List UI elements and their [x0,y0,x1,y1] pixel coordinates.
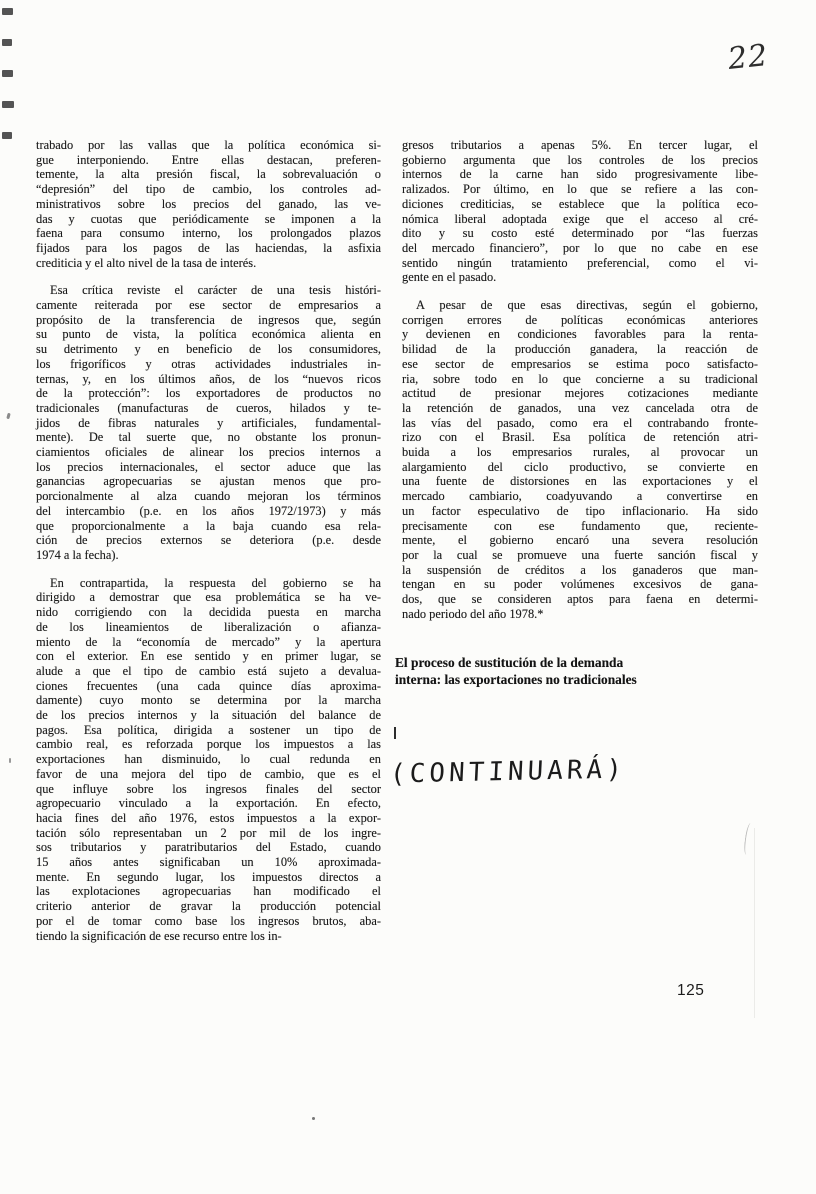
text-line: trabado por las vallas que la política económica si- [36,138,381,152]
text-line: por el de tomar como base los ingresos brutos, aba- [36,913,381,928]
text-line: ciamientos oficiales de alinear los precios internos a [36,445,381,460]
handwritten-page-number: 22 [726,37,770,78]
text-line: su punto de vista, la política económica alienta en [36,327,381,342]
text-line: tiendo la significación de ese recurso entre los in- [36,928,282,943]
text-line: los frigoríficos y otras actividades industriales in- [36,356,381,371]
text-line: crediticia y el alto nivel de la tasa de interés. [36,255,257,270]
text-line: criterio anterior de gravar la producción potencial [36,899,381,914]
scan-mark [2,132,12,139]
text-line: mente). De tal suerte que, no obstante los pronun- [36,430,381,445]
text-line: ministrativos sobre los precios del ganado, las ve- [36,196,381,211]
text-line: sentido ningún tratamiento preferencial, como el vi- [402,255,758,270]
text-line: dito y su costo esté determinado por “las fuerzas [402,226,758,241]
scan-mark [2,70,13,77]
text-line: las vías del pasado, como era el contrabando fronte- [402,415,758,430]
text-line: exportaciones han disminuido, lo cual redunda en [36,752,381,767]
text-line: ralizados. Por último, en lo que se refiere a las con- [402,182,758,197]
text-line: de la protección”: los exportadores de productos no [36,386,381,401]
text-line: En contrapartida, la respuesta del gobierno se ha [50,575,381,590]
text-line: ternas, y, en los últimos años, de los “nuevos ricos [36,371,381,386]
text-line: diciones crediticias, se establece que la política eco- [402,196,758,211]
text-line: sos tributarios y paratributarios del Estado, cuando [36,840,381,855]
text-line: bilidad de la producción ganadera, la reacción de [402,342,758,357]
paragraph [402,138,758,285]
text-line: mente, el gobierno encaró una severa resolución [402,533,758,548]
scan-mark [2,8,13,15]
text-line: del mercado financiero”, por lo que no cabe en ese [402,240,758,255]
text-line: nado periodo del año 1978.* [402,606,544,621]
text-line: mercado cambiario, coadyuvando a convertirse en [402,489,758,504]
text-line: su detrimento y en beneficio de los consumidores, [36,342,381,357]
text-line: alude a que el tipo de cambio está sujeto a devalua- [36,663,381,678]
text-line: la retención de ganados, una vez cancelada otra de [402,400,758,415]
page-number: 125 [677,982,705,999]
scan-speck [312,1117,315,1120]
text-line: corrigen errores de políticas económicas anteriores [402,312,758,327]
paragraph [402,298,758,621]
text-line: “depresión” del tipo de cambio, los controles ad- [36,182,381,197]
text-line: cambio real, es reforzada porque los impuestos a las [36,737,381,752]
text-line: gobierno argumenta que los controles de los precios [402,152,758,167]
text-line: actitud de presionar mejores cotizaciones mediante [402,386,758,401]
text-line: que influye sobre los ingresos finales del sector [36,781,381,796]
text-line: de los precios internos y la situación del balance de [36,708,381,723]
text-line: nido corrigiendo con la decidida puesta en marcha [36,605,381,620]
text-line: porcionalmente al alza cuando mejoran los términos [36,489,381,504]
text-line: tradicionales (manufacturas de cueros, hilados y te- [36,400,381,415]
text-line: del intercambio (p.e. en los años 1972/1973) y más [36,503,381,518]
text-line: faena para consumo interno, los prolongados plazos [36,226,381,241]
text-line: ganancias agropecuarias se ajustan menos que pro- [36,474,381,489]
text-line: pagos. Esa política, dirigida a sostener un tipo de [36,722,381,737]
pen-tick-mark [394,727,396,739]
text-line: y devienen en condiciones favorables para la renta- [402,327,758,342]
text-line: favor de una mejora del tipo de cambio, que es el [36,766,381,781]
text-line: fijados para los pagos de las haciendas, la asfixia [36,240,381,255]
text-line: ción de precios externos se deteriora (p.e. desde [36,533,381,548]
text-line: una fuente de distorsiones en las exportaciones y el [402,474,758,489]
text-line: de los lineamientos de liberalización o afianza- [36,619,381,634]
text-line: das y cuotas que periódicamente se imponen a la [36,211,381,226]
text-line: dos, que se consideren aptos para faena en determi- [402,592,758,607]
text-line: ria, sobre todo en lo que concierne a su tradicional [402,371,758,386]
text-line: gente en el pasado. [402,270,497,285]
text-line: un factor especulativo de tipo inflacionario. Ha sido [402,503,758,518]
text-line: internos de la carne han sido progresivamente libe- [402,167,758,182]
text-line: 15 años antes significaban un 10% aproximada- [36,855,381,870]
scan-scratch [754,828,755,1018]
text-line: propósito de la transferencia de ingresos que, según [36,312,381,327]
text-line: buida a los empresarios rurales, al provocar un [402,445,758,460]
text-line: ese sector de empresarios se estima poco satisfacto- [402,356,758,371]
paragraph [36,283,381,562]
handwritten-note: (CONTINUARÁ) [389,754,627,790]
scan-mark [2,101,14,108]
text-line: hacia fines del año 1976, estos impuestos a la expor- [36,810,381,825]
text-line: por la cual se promueve una fuerte sanción fiscal y [402,547,758,562]
text-line: agropecuario vinculado a la exportación. En efecto, [36,796,381,811]
text-line: mente. En segundo lugar, los impuestos directos a [36,869,381,884]
scan-speck [9,758,11,763]
text-line: camente reiterada por ese sector de empresarios a [36,298,381,313]
text-line: damente) cuyo monto se determina por la marcha [36,693,381,708]
left-column [36,138,381,956]
paragraph [36,138,381,270]
text-line: precisamente con ese fundamento que, reciente- [402,518,758,533]
scan-scratch [743,823,754,856]
section-heading-line: El proceso de sustitución de la demanda [395,654,624,670]
text-line: las explotaciones agropecuarias han modificado el [36,884,381,899]
section-heading-line: interna: las exportaciones no tradicionales [395,672,637,687]
text-line: Esa crítica reviste el carácter de una tesis históri- [50,283,381,298]
text-line: 1974 a la fecha). [36,547,119,562]
text-line: rizo con el Brasil. Esa política de retención atri- [402,430,758,445]
text-line: temente, la alta presión fiscal, la sobrevaluación o [36,167,381,182]
scan-speck [6,413,10,420]
text-line: con el exterior. En ese sentido y en primer lugar, se [36,649,381,664]
text-line: jidos de fibras naturales y artificiales, fundamental- [36,415,381,430]
right-column [395,138,758,689]
scan-mark [2,39,12,46]
text-line: A pesar de que esas directivas, según el gobierno, [416,298,758,313]
text-line: la suspensión de créditos a los ganaderos que man- [402,562,758,577]
section-heading [395,654,758,689]
text-line: ciones frecuentes (una cada quince días aproxima- [36,678,381,693]
text-line: que proporcionalmente a la baja cuando esa rela- [36,518,381,533]
text-line: miento de la “economía de mercado” y la apertura [36,634,381,649]
text-line: alargamiento del ciclo productivo, se convierte en [402,459,758,474]
text-line: gue interponiendo. Entre ellas destacan, preferen- [36,152,381,167]
text-line: gresos tributarios a apenas 5%. En tercer lugar, el [402,138,758,152]
text-line: nómica liberal adoptada exige que el acceso al cré- [402,211,758,226]
text-line: tengan en su poder volúmenes excesivos de gana- [402,577,758,592]
paragraph [36,576,381,944]
text-line: tación sólo representaban un 2 por mil de los ingre- [36,825,381,840]
text-line: los precios internacionales, el sector aduce que las [36,459,381,474]
text-line: dirigido a demostrar que esa problemática se ha ve- [36,590,381,605]
